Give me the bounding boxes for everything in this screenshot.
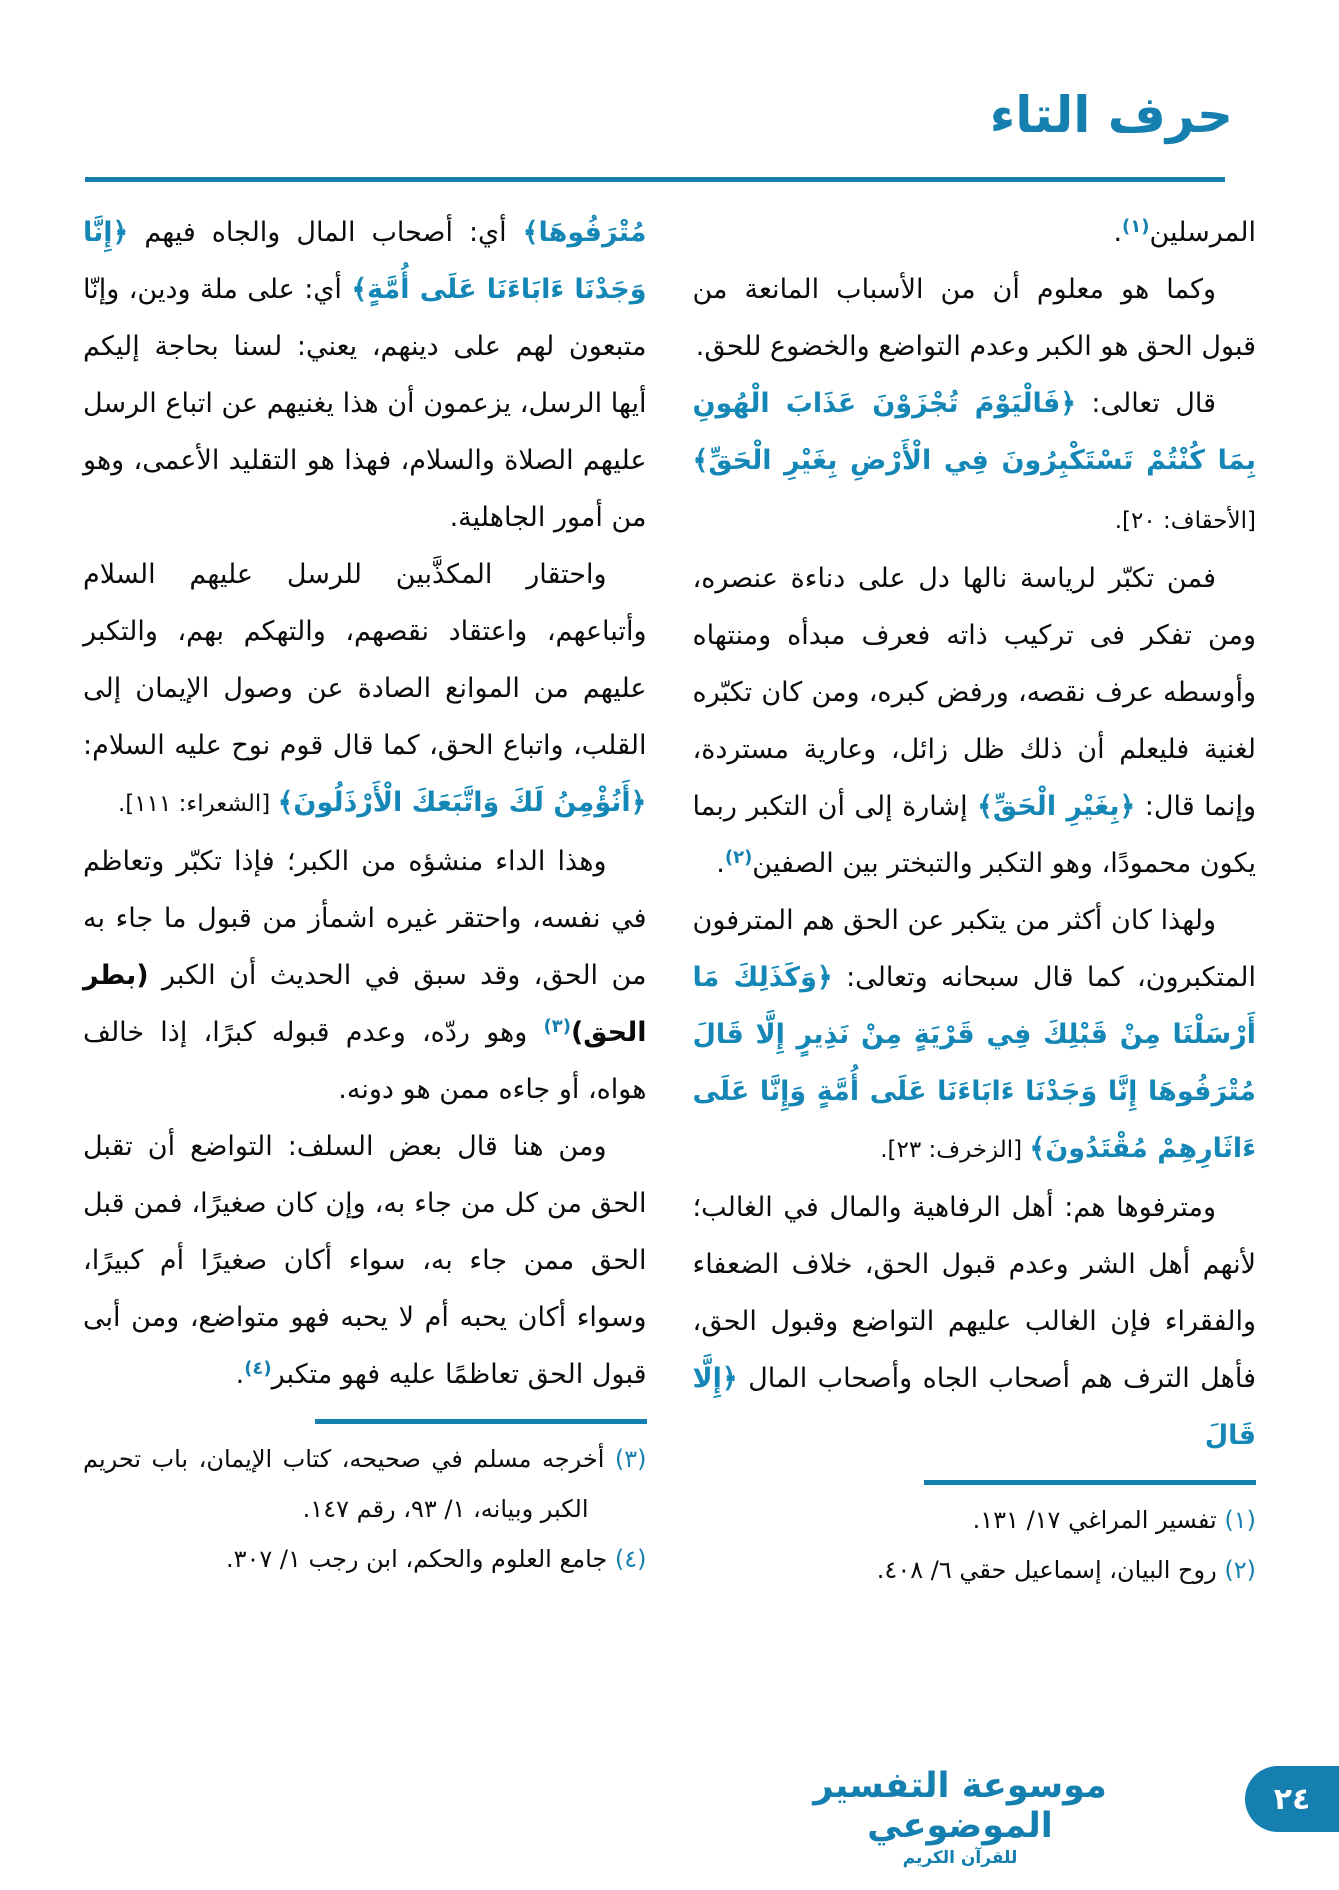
column-right [693, 204, 1257, 1595]
body-text: واحتقار المكذَّبين للرسل عليهم السلام وأتباعهم، واعتقاد نقصهم، والتهكم بهم، والتكبر عليهم من الموانع الصادة عن وصول الإيمان إلى القلب، واتباع الحق، كما قال قوم نوح عليه السلام: [83, 559, 647, 761]
footnote-marker: (٢) [1224, 1556, 1256, 1584]
text-columns [83, 204, 1256, 1595]
quran-quote: ﴿أَنُؤْمِنُ لَكَ وَاتَّبَعَكَ الْأَرْذَلُونَ﴾ [277, 787, 647, 818]
paragraph [693, 375, 1257, 550]
emphasis-term: (بطر الحق) [83, 960, 647, 1048]
body-text: ومن هنا قال بعض السلف: التواضع أن تقبل الحق من كل من جاء به، وإن كان صغيرًا، فمن قبل الحق ممن جاء به، سواء أكان صغيرًا أم كبيرًا، وسواء أكان يحبه أم لا يحبه فهو متواضع، ومن أبى قبول الحق تعاظمًا عليه فهو متكبر [83, 1131, 647, 1390]
column-right-body [693, 204, 1257, 1464]
body-text: وهذا الداء منشؤه من الكبر؛ فإذا تكبّر وتعاظم في نفسه، واحتقر غيره اشمأز من قبول ما جاء به من الحق، وقد سبق في الحديث أن الكبر [83, 846, 647, 991]
paragraph [693, 892, 1257, 1179]
paragraph [83, 833, 647, 1118]
column-left-body [83, 204, 647, 1403]
footnote-marker: (٤) [614, 1545, 647, 1573]
footnote-separator [924, 1480, 1256, 1485]
body-text: قال تعالى: [1076, 388, 1216, 419]
quran-quote: ﴿وَكَذَلِكَ مَا أَرْسَلْنَا مِنْ قَبْلِكَ فِي قَرْيَةٍ مِنْ نَذِيرٍ إِلَّا قَالَ مُتْرَفُوهَا إِنَّا وَجَدْنَا ءَابَاءَنَا عَلَى أُمَّةٍ وَإِنَّا عَلَى ءَاثَارِهِمْ مُقْتَدُونَ﴾ [692, 962, 1256, 1164]
footnote: (٤) جامع العلوم والحكم، ابن رجب ١/ ٣٠٧. [225, 1545, 647, 1573]
paragraph [693, 1179, 1257, 1464]
body-text: . [716, 848, 725, 879]
verse-citation: [الأحقاف: ٢٠]. [1114, 508, 1256, 534]
paragraph [693, 204, 1257, 261]
footnote-marker: (٣) [614, 1445, 647, 1473]
quran-quote: ﴿إِلَّا قَالَ [692, 1363, 1256, 1451]
footnote-marker: (١) [1224, 1506, 1256, 1534]
body-text: ولهذا كان أكثر من يتكبر عن الحق هم المترفون المتكبرون، كما قال سبحانه وتعالى: [692, 905, 1256, 993]
body-text: أي: على ملة ودين، وإنّا متبعون لهم على دينهم، يعني: لسنا بحاجة إليكم أيها الرسل، يزعمون أن هذا يغنيهم عن اتباع الرسل عليهم الصلاة والسلام، فهذا هو التقليد الأعمى، وهو من أمور الجاهلية. [83, 274, 647, 533]
body-text: وكما هو معلوم أن من الأسباب المانعة من قبول الحق هو الكبر وعدم التواضع والخضوع للحق. [692, 274, 1256, 362]
verse-citation: [الشعراء: ١١١]. [117, 791, 278, 817]
paragraph [83, 1118, 647, 1403]
body-text: . [235, 1359, 245, 1390]
footnote-separator [315, 1419, 647, 1424]
body-text: فمن تكبّر لرياسة نالها دل على دناءة عنصره، ومن تفكر فى تركيب ذاته فعرف مبدأه ومنتهاه وأوسطه عرف نقصه، ورفض كبره، ومن كان تكبّره لغنية فليعلم أن ذلك ظل زائل، وعارية مستردة، وإنما قال: [692, 563, 1256, 822]
column-right-footnotes [693, 1495, 1257, 1595]
page-number: ٢٤ [1273, 1781, 1311, 1817]
footnote-ref: (٣) [543, 1016, 571, 1037]
paragraph [693, 550, 1257, 892]
publisher-logo-subtitle: للقرآن الكريم [902, 1847, 1018, 1868]
body-text: ومترفوها هم: أهل الرفاهية والمال في الغالب؛ لأنهم أهل الشر وعدم قبول الحق، خلاف الضعفاء والفقراء فإن الغالب عليهم التواضع وقبول الحق، فأهل الترف هم أصحاب الجاه وأصحاب المال [692, 1192, 1256, 1394]
body-text: المرسلين [1149, 217, 1256, 248]
quran-quote: ﴿فَالْيَوْمَ تُجْزَوْنَ عَذَابَ الْهُونِ بِمَا كُنْتُمْ تَسْتَكْبِرُونَ فِي الْأَرْضِ بِغَيْرِ الْحَقِّ﴾ [692, 388, 1256, 476]
header-divider [85, 177, 1225, 182]
body-text: أي: أصحاب المال والجاه فيهم [128, 217, 523, 248]
body-text: وهو ردّه، وعدم قبوله كبرًا، إذا خالف هواه، أو جاءه ممن هو دونه. [83, 1017, 647, 1105]
body-text: إشارة إلى أن التكبر ربما يكون محمودًا، وهو التكبر والتبختر بين الصفين [692, 791, 1256, 879]
chapter-heading: حرف التاء [989, 86, 1233, 144]
column-left-footnotes [83, 1434, 647, 1584]
page-number-tab [1245, 1766, 1339, 1832]
publisher-logo [775, 1766, 1145, 1868]
quran-quote: ﴿إِنَّا وَجَدْنَا ءَابَاءَنَا عَلَى أُمَّةٍ﴾ [83, 217, 647, 305]
body-text: . [1113, 217, 1123, 248]
footnote: (٢) روح البيان، إسماعيل حقي ٦/ ٤٠٨. [876, 1556, 1256, 1584]
footnote-ref: (٢) [724, 847, 753, 868]
column-left [83, 204, 647, 1595]
paragraph [693, 261, 1257, 375]
quran-quote: مُتْرَفُوهَا﴾ [522, 217, 647, 248]
paragraph [83, 546, 647, 833]
publisher-logo-title: موسوعة التفسير الموضوعي [813, 1766, 1107, 1847]
paragraph [83, 204, 647, 546]
footnote-ref: (٤) [244, 1358, 272, 1379]
quran-quote: ﴿بِغَيْرِ الْحَقِّ﴾ [977, 791, 1136, 822]
verse-citation: [الزخرف: ٢٣]. [880, 1137, 1030, 1163]
footnote-ref: (١) [1122, 216, 1150, 237]
footnote: (٣) أخرجه مسلم في صحيحه، كتاب الإيمان، باب تحريم الكبر وبيانه، ١/ ٩٣، رقم ١٤٧. [83, 1445, 647, 1523]
footnote: (١) تفسير المراغي ١٧/ ١٣١. [972, 1506, 1256, 1534]
